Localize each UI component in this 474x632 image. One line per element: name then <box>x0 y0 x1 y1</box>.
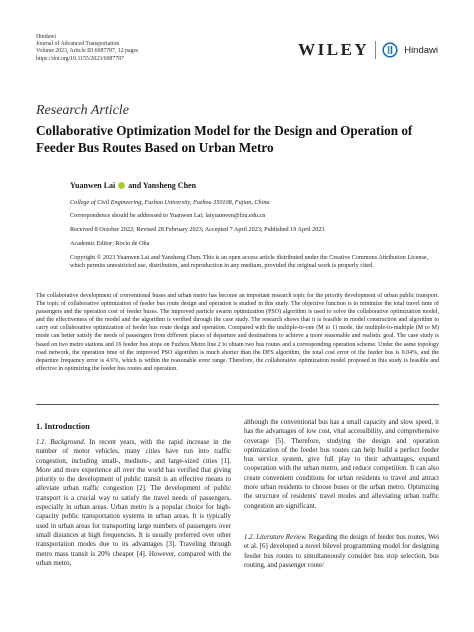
orcid-icon[interactable] <box>118 182 125 189</box>
subsection-heading: 1.2. Literature Review. <box>244 533 307 541</box>
wiley-logo: WILEY <box>298 40 370 59</box>
paragraph <box>36 438 231 568</box>
section-divider <box>36 404 439 405</box>
academic-editor: Academic Editor: Rocío de Oña <box>70 240 150 247</box>
author-name-second[interactable]: and Yansheng Chen <box>128 181 197 190</box>
subsection-heading: 1.1. Background. <box>36 439 86 446</box>
paragraph <box>244 533 439 570</box>
logo-divider <box>375 41 376 59</box>
doi-link[interactable]: https://doi.org/10.1155/2023/6987787 <box>36 55 124 62</box>
affiliation: College of Civil Engineering, Fuzhou University, Fuzhou 350108, Fujian, China <box>70 199 270 206</box>
left-column <box>36 438 231 568</box>
paragraph-text: In recent years, with the rapid increase in the number of motor vehicles, many cities have run into traffic congestion, including small-, medium-, and large-sized cities [1]. More and more experience all over the world has verified that giving priority to the development of public transit is an effective means to alleviate urban traffic congestion [2]. The development of public transport is a crucial way to satisfy the travel needs of passengers, especially in urban areas. Urban metro is a popular choice for high-capacity public transportation systems in urban areas. It is typically used in urban areas for transporting large numbers of passengers over small distances at high frequencies. It is usually preferred over other transportation modes due to its advantages [3]. Traveling through metro mass transit is 20% cheaper [4]. However, compared with the urban metro, <box>36 439 231 567</box>
volume-info: Volume 2023, Article ID 6987787, 12 pages <box>36 48 139 55</box>
paragraph-text: Regarding the design of feeder bus routes, Wei et al. [6] developed a novel bilevel programming model for designing feeder bus routes to simultaneously consider bus stop selection, bus routing, and passenger route/ <box>244 533 439 569</box>
paragraph-text: although the conventional bus has a small capacity and slow speed, it has the advantages of low cost, vital accessibility, and comprehensive coverage [5]. Therefore, studying the design and operation optimization of the feeder bus routes can help build a perfect feeder bus service system, give full play to their advantages, expand cooperation with the urban metro, and reduce competition. It can also create convenient conditions for urban residents to travel and attract more urban residents to choose buses or the urban metro. Optimizing the structure of residents' travel modes and alleviating urban traffic congestion are significant. <box>244 419 439 510</box>
author-list <box>70 181 196 190</box>
correspondence: Correspondence should be addressed to Yuanwen Lai; laiyuanwen@fzu.edu.cn <box>70 212 266 219</box>
publication-dates: Received 8 October 2022; Revised 28 February 2023; Accepted 7 April 2023; Published 19 April 2023 <box>70 226 325 233</box>
article-type: Research Article <box>36 103 129 118</box>
section-heading: 1. Introduction <box>36 422 90 431</box>
right-column <box>244 418 439 570</box>
article-title: Collaborative Optimization Model for the Design and Operation of Feeder Bus Routes Based on Urban Metro <box>36 123 413 155</box>
abstract: The collaborative development of conventional buses and urban metro has become an important research topic for the priority development of urban public transport. The topic of collaborative optimization of feeder bus route design and operation is studied in this study. The objective function is to minimize the total travel time of passengers and the operation cost of feeder buses. The improved particle swarm optimization (PSO) algorithm is used to solve the collaborative optimization model, and the effectiveness of the model and the algorithm is verified through the case study. The research shows that it is feasible in model construction and algorithm to carry out collaborative optimization of feeder bus route design and operation. Compared with the multiple-to-one (M to 1) mode, the multiple-to-multiple (M to M) mode can better satisfy the needs of passengers from different places of departure and destinations to achieve a more reasonable and realistic goal. The case study is based on two metro stations and 16 feeder bus stops on Fuzhou Metro line 2 to obtain two bus routes and a corresponding operation scheme. Under the same topology road network, the operation time of the improved PSO algorithm is much shorter than the DFS algorithm, the total cost error of the feeder bus is 0.04%, and the departure frequency error is 4.6%, which is within the reasonable error range. Therefore, the collaborative optimization model proposed in this study is feasible and effective in optimizing the feeder bus routes and operation. <box>36 293 439 372</box>
journal-name: Journal of Advanced Transportation <box>36 41 120 48</box>
publisher-logos <box>298 40 438 60</box>
hindawi-logo-text: Hindawi <box>404 44 438 56</box>
author-name[interactable]: Yuanwen Lai <box>70 181 116 190</box>
hindawi-icon <box>382 42 398 58</box>
journal-meta <box>36 34 138 63</box>
copyright-notice: Copyright © 2023 Yuanwen Lai and Yansheng Chen. This is an open access article distributed under the Creative Commons Attribution License, which permits unrestricted use, distribution, and reproduction in any medium, provided the original work is properly cited. <box>70 254 429 269</box>
publisher-name: Hindawi <box>36 34 56 40</box>
